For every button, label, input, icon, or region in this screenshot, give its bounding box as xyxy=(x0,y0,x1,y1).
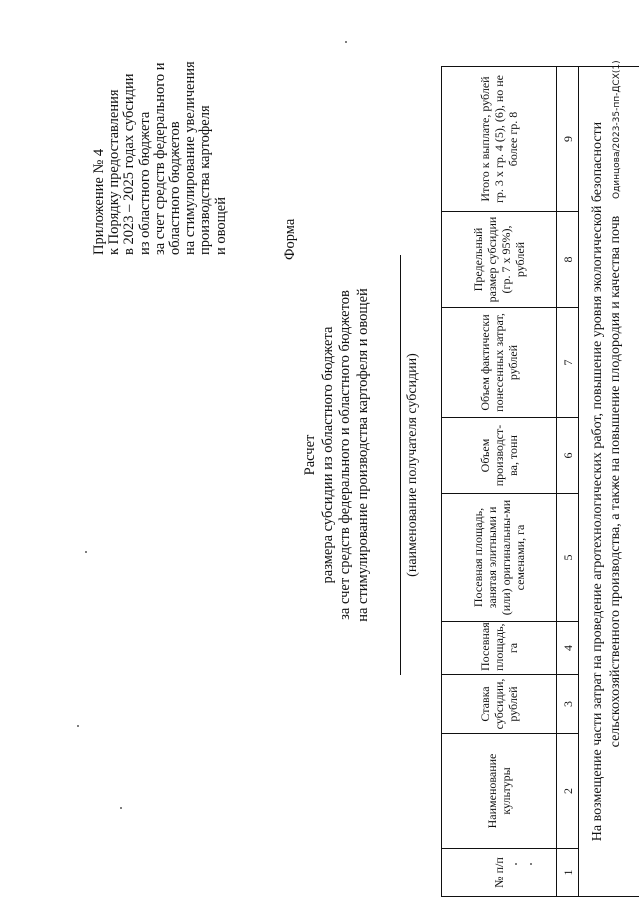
calculation-heading xyxy=(302,205,372,705)
calculation-line: размера субсидии из областного бюджета xyxy=(319,326,336,584)
scan-speck xyxy=(77,725,79,727)
header-cell: Посевная площадь, га xyxy=(442,622,557,675)
header-cell: Предельный размер субсидии (гр. 7 x 95%), рублей xyxy=(442,212,557,308)
scan-speck xyxy=(345,41,347,43)
table-footer-text: На возмещение части затрат на проведение агротехнологических работ, повышение уровня экологической безопасности сельскохозяйственного производства, а также на повышение плодородия и качества почв xyxy=(579,67,639,897)
appendix-line: в 2023 – 2025 годах субсидии xyxy=(121,73,138,255)
column-number: 6 xyxy=(557,418,579,494)
column-number: 5 xyxy=(557,494,579,622)
appendix-line: и овощей xyxy=(212,197,229,255)
header-cell: Итого к выплате, рублей гр. 3 x гр. 4 (5), (6), но не более гр. 8 xyxy=(442,67,557,212)
header-cell: Посевная площадь, занятая элитными и (или) оригинальны-ми семенами, га xyxy=(442,494,557,622)
calculation-title: Расчет xyxy=(302,434,318,476)
column-number: 1 xyxy=(557,849,579,897)
appendix-block xyxy=(92,25,229,255)
calculation-line: за счет средств федерального и областного бюджетов xyxy=(337,290,353,620)
appendix-line: к Порядку предоставления xyxy=(106,89,123,255)
appendix-line: Приложение № 4 xyxy=(91,148,107,255)
subsidy-table xyxy=(441,66,639,897)
scan-speck xyxy=(85,551,87,553)
header-cell: № п/п xyxy=(442,849,557,897)
column-number: 7 xyxy=(557,308,579,418)
header-cell: Наименование культуры xyxy=(442,734,557,849)
header-cell: Объем фактически понесенных затрат, рублей xyxy=(442,308,557,418)
header-cell: Ставка субсидии, рублей xyxy=(442,675,557,734)
column-number: 9 xyxy=(557,67,579,212)
appendix-line: производства картофеля xyxy=(197,105,214,255)
table-header-row xyxy=(442,67,557,897)
column-number: 3 xyxy=(557,675,579,734)
form-label: Форма xyxy=(282,218,298,260)
column-number: 8 xyxy=(557,212,579,308)
column-number: 2 xyxy=(557,734,579,849)
scan-speck xyxy=(120,807,122,809)
appendix-line: областного бюджетов xyxy=(167,121,184,255)
appendix-line: из областного бюджета xyxy=(136,111,153,255)
recipient-underline xyxy=(400,255,401,675)
appendix-line: за счет средств федерального и xyxy=(151,62,168,255)
column-number: 4 xyxy=(557,622,579,675)
appendix-line: на стимулирование увеличения xyxy=(182,61,199,255)
document-id: Одинцова/2023-35-пп-ДСХ(1) xyxy=(612,60,622,199)
header-cell: Объем производст-ва, тонн xyxy=(442,418,557,494)
table-number-row xyxy=(557,67,579,897)
table-footer-row xyxy=(579,67,639,897)
scan-speck xyxy=(515,863,517,865)
recipient-caption: (наименование получателя субсидии) xyxy=(405,353,420,577)
scan-speck xyxy=(530,863,532,865)
calculation-line: на стимулирование производства картофеля и овощей xyxy=(354,288,371,622)
